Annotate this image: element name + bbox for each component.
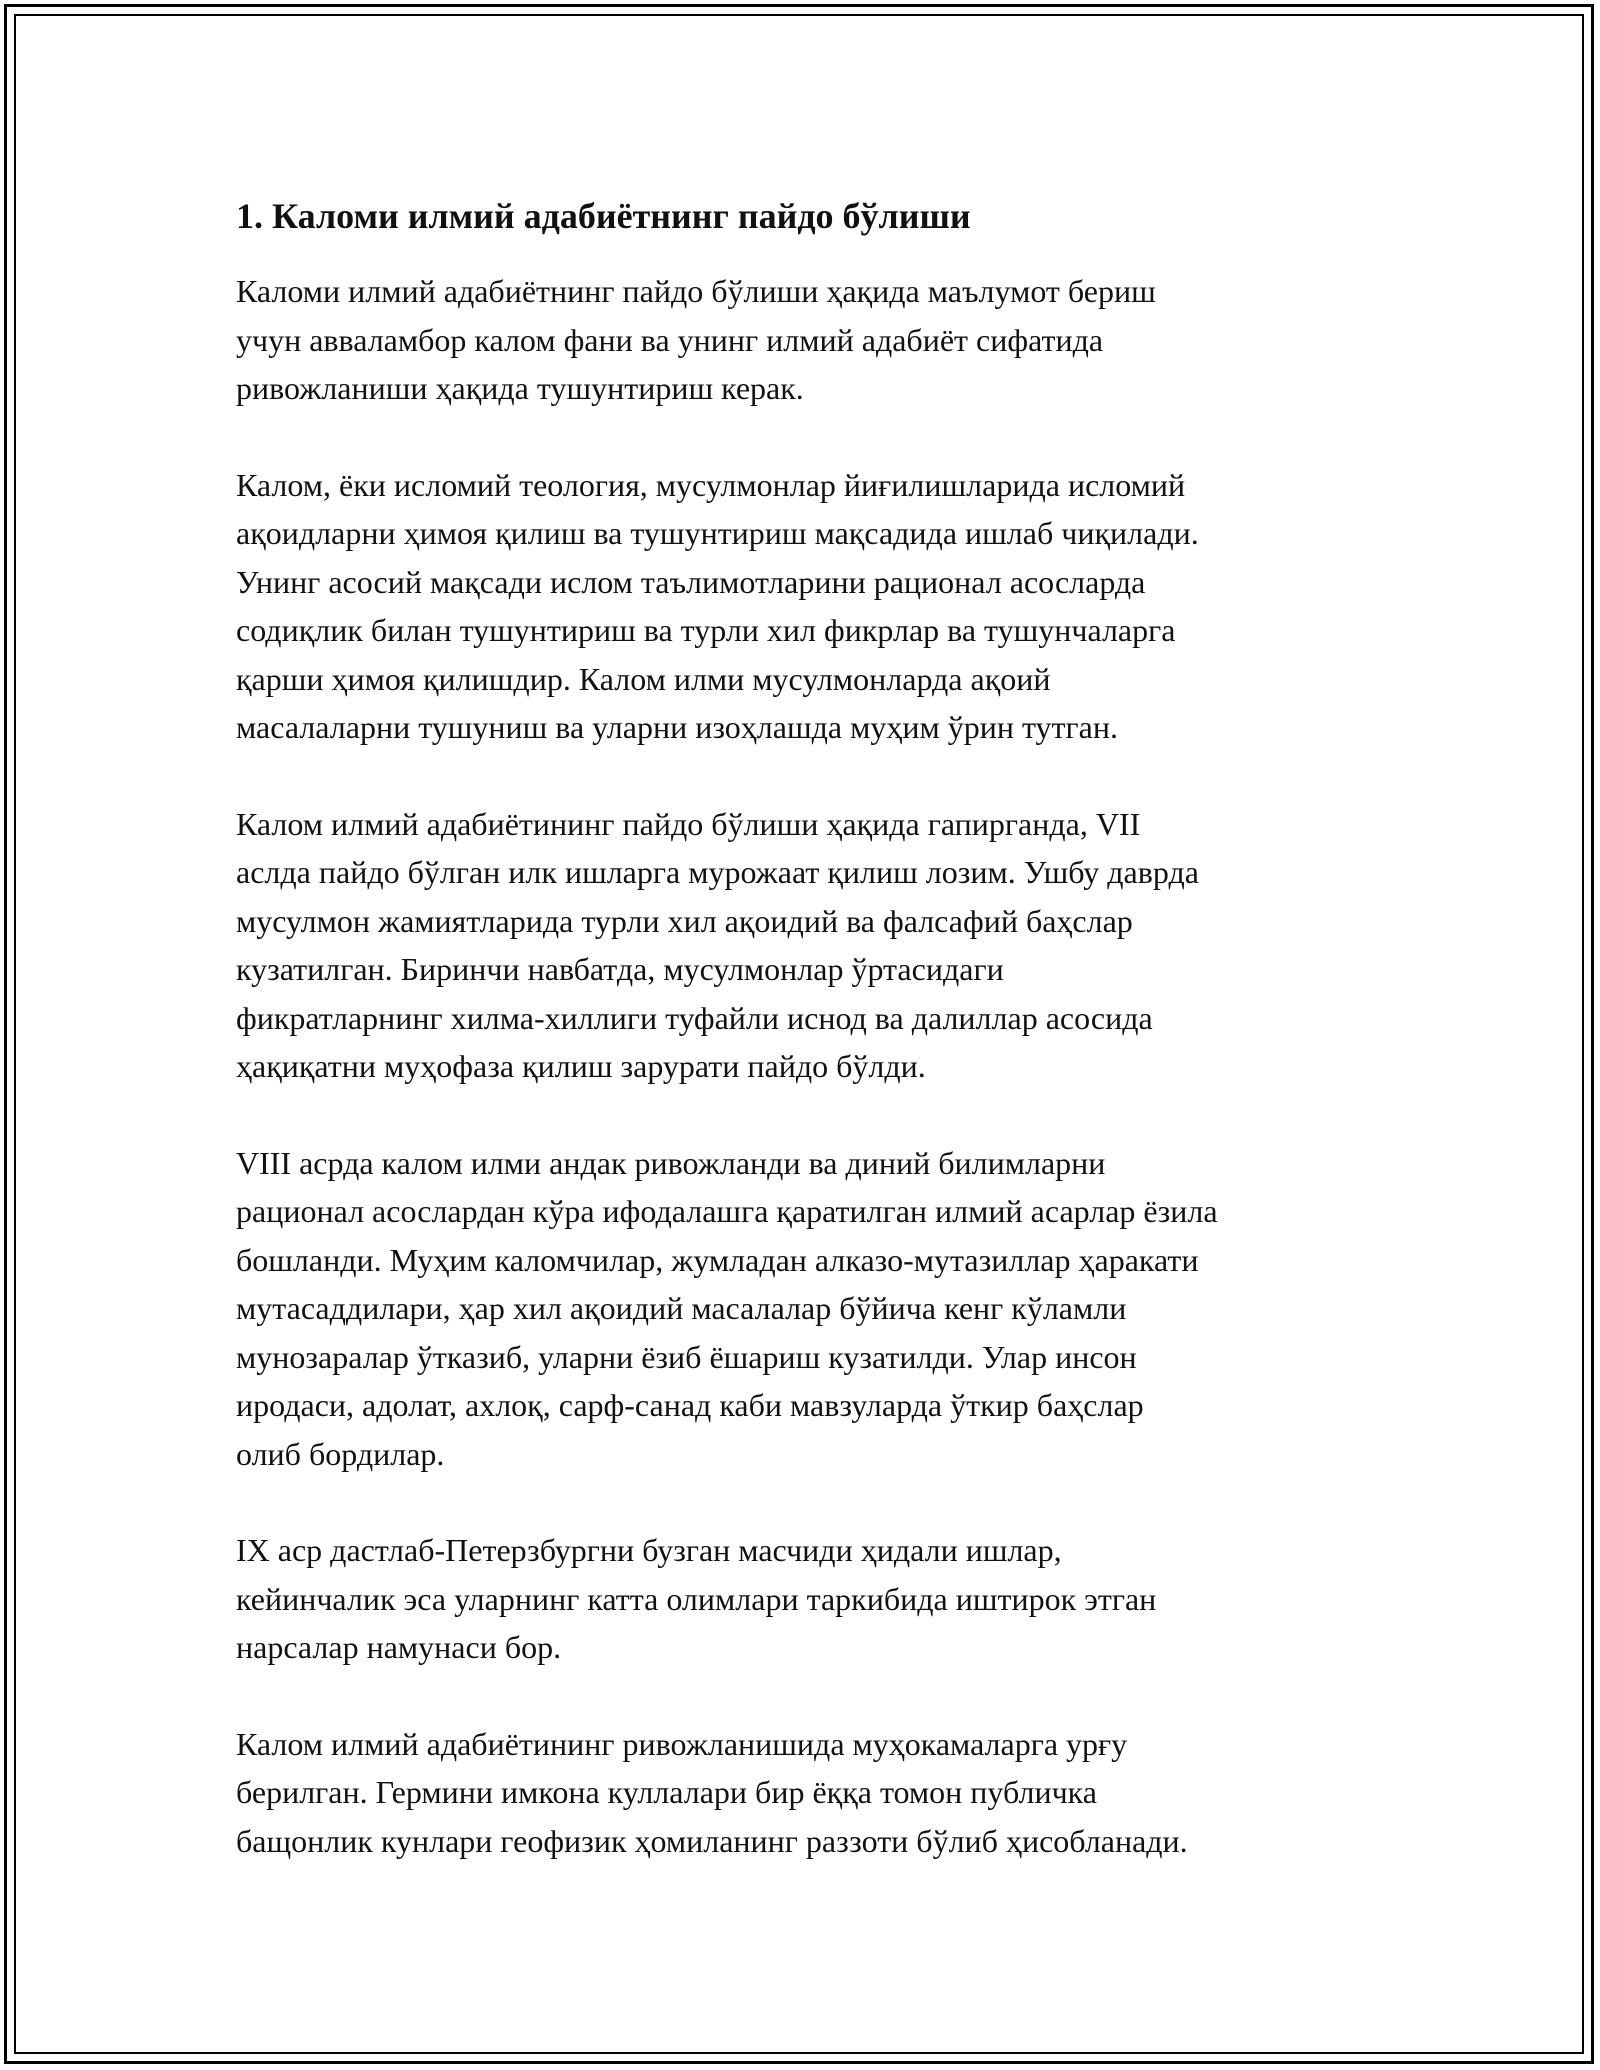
paragraph-6: Калом илмий адабиётининг ривожланишида муҳокамаларга урғу берилган. Гермини имкона куллалари бир ёққа томон публичка бащонлик кунлари геофизик ҳомиланинг раззоти бўлиб ҳисобланади. (236, 1725, 1188, 1859)
paragraph-3: Калом илмий адабиётининг пайдо бўлиши ҳақида гапирганда, VII аслда пайдо бўлган илк ишларга мурожаат қилиш лозим. Ушбу даврда мусулмон жамиятларида турли хил ақоидий ва фалсафий баҳслар кузатилган. Биринчи навбатда, мусулмонлар ўртасидаги фикратларнинг хилма-хиллиги туфайли иснод ва далиллар асосида ҳақиқатни муҳофаза қилиш зарурати пайдо бўлди. (236, 805, 1199, 1084)
page-title: 1. Каломи илмий адабиётнинг пайдо бўлиши (236, 196, 971, 236)
paragraph-5: IX аср дастлаб-Петерзбургни бузган масчиди ҳидали ишлар, кейинчалик эса уларнинг катта олимлари таркибида иштирок этган нарсалар намунаси бор. (236, 1532, 1157, 1665)
paragraph-1: Каломи илмий адабиётнинг пайдо бўлиши ҳақида маълумот бериш учун аввалaмбор калом фани ва унинг илмий адабиёт сифатида ривожланиши ҳақида тушунтириш керак. (236, 273, 1156, 406)
paragraph-4: VIII асрда калом илми андак ривожланди ва диний билимларни рационал асослардан кўра ифодалашга қаратилган илмий асарлар ёзила бошланди. Муҳим каломчилар, жумладан алказо-мутазиллар ҳаракати мутасаддилари, ҳар хил ақоидий масалалар бўйича кенг кўламли мунозаралар ўтказиб, уларни ёзиб ёшариш кузатилди. Улар инсон иродаси, адолат, ахлоқ, сарф-санад каби мавзуларда ўткир баҳслар олиб бордилар. (236, 1144, 1218, 1472)
document-page (236, 185, 1386, 1865)
paragraph-2: Калом, ёки исломий теология, мусулмонлар йиғилишларида исломий ақоидларни ҳимоя қилиш ва тушунтириш мақсадида ишлаб чиқилади. Унинг асосий мақсади ислом таълимотларини рационал асосларда содиқлик билан тушунтириш ва турли хил фикрлар ва тушунчаларга қарши ҳимоя қилишдир. Калом илми мусулмонларда ақоий масалаларни тушуниш ва уларни изоҳлашда муҳим ўрин тутган. (236, 466, 1199, 745)
